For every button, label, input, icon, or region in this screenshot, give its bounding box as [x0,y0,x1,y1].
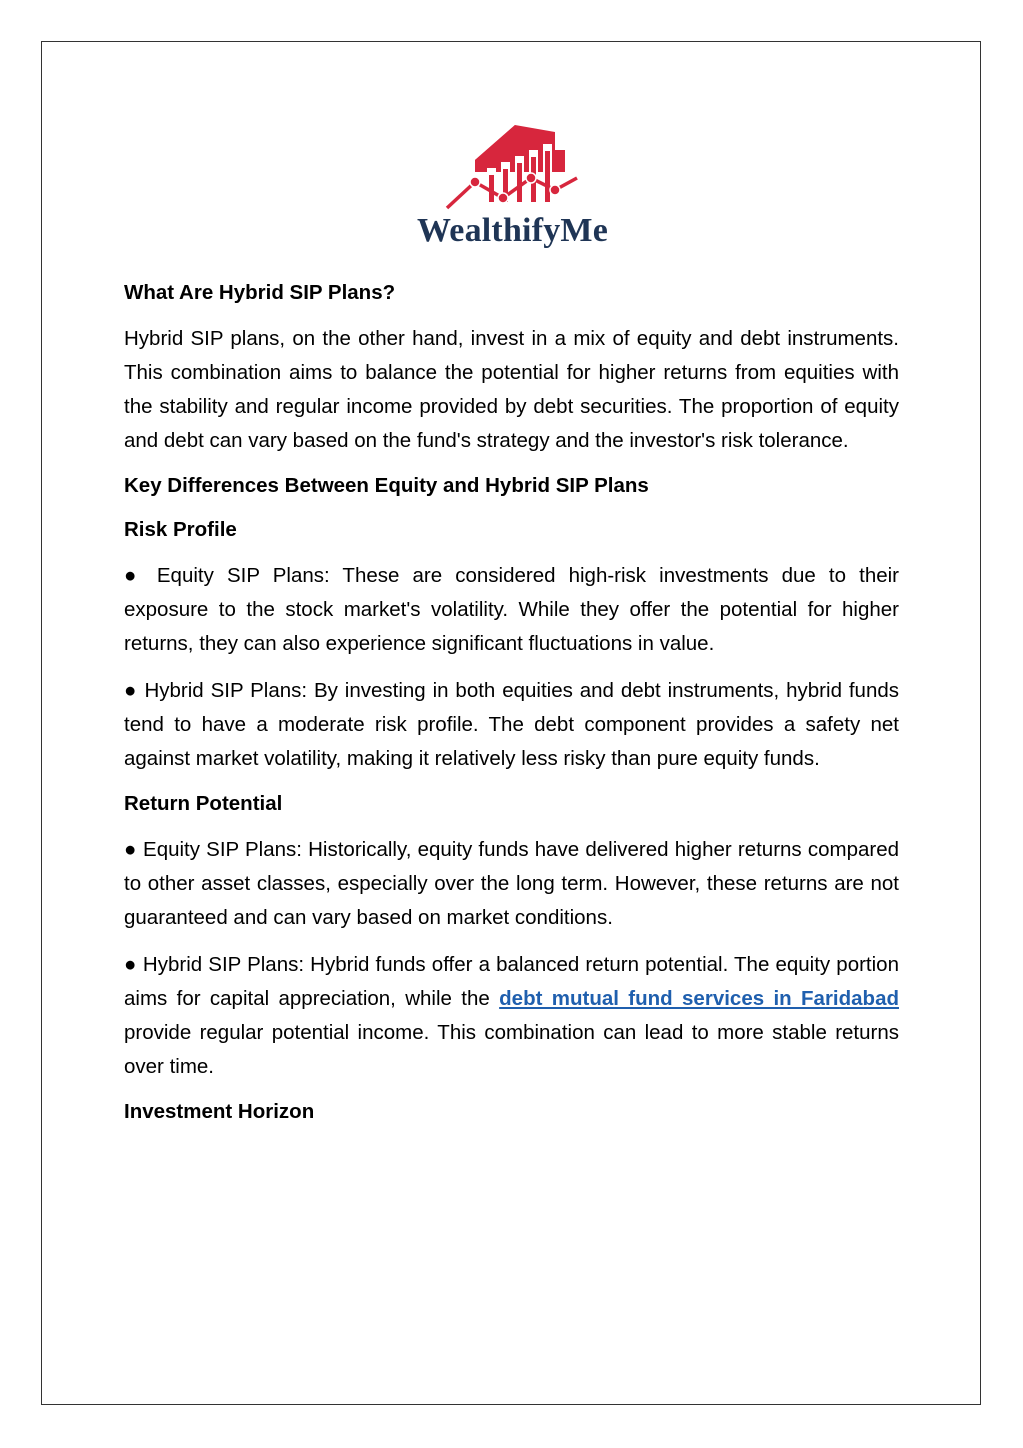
logo-graphic [405,120,620,215]
heading-investment-horizon: Investment Horizon [124,1100,315,1123]
return-hybrid-text-after: provide regular potential income. This combination can lead to more stable returns over time. [124,1021,899,1078]
logo-brand-name: WealthifyMe [416,212,609,249]
heading-return-potential: Return Potential [124,792,283,815]
bullet-return-hybrid [124,948,899,1084]
bullet-risk-equity: ● Equity SIP Plans: These are considered high-risk investments due to their exposure to the stock market's volatility. While they offer the potential for higher returns, they can also experience significant fluctuations in value. [124,564,899,655]
bullet-return-equity: ● Equity SIP Plans: Historically, equity funds have delivered higher returns compared to other asset classes, especially over the long term. However, these returns are not guaranteed and can vary based on market conditions. [124,838,899,929]
heading-key-differences: Key Differences Between Equity and Hybrid SIP Plans [124,474,649,497]
wealthifyme-logo [405,120,620,260]
heading-hybrid-sip: What Are Hybrid SIP Plans? [124,281,396,304]
debt-mutual-fund-link[interactable]: debt mutual fund services in Faridabad [499,987,899,1010]
document-content [124,278,899,1141]
return-hybrid-text-before: ● Hybrid SIP Plans: Hybrid funds offer a balanced return potential. The equity portion aims for capital appreciation, while the [124,953,899,1010]
paragraph-hybrid-sip: Hybrid SIP plans, on the other hand, invest in a mix of equity and debt instruments. This combination aims to balance the potential for higher returns from equities with the stability and regular income provided by debt securities. The proportion of equity and debt can vary based on the fund's strategy and the investor's risk tolerance. [124,327,899,452]
bullet-risk-hybrid: ● Hybrid SIP Plans: By investing in both equities and debt instruments, hybrid funds tend to have a moderate risk profile. The debt component provides a safety net against market volatility, making it relatively less risky than pure equity funds. [124,679,899,770]
heading-risk-profile: Risk Profile [124,518,237,541]
